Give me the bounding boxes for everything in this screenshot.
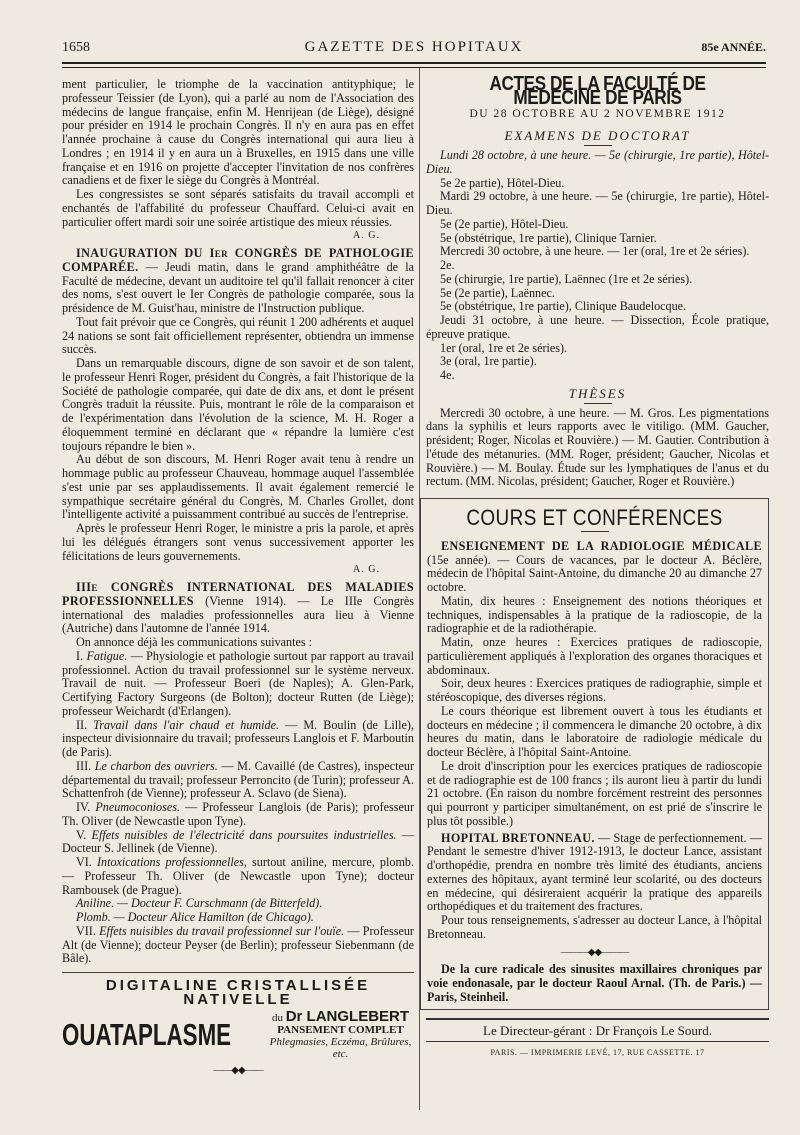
- list-item: III. Le charbon des ouvriers. — M. Cavaillé (de Castres), inspecteur départemental du travail; professeur Perroncito (de Turin); professeur A. Schattenfroh (de Vienne); professeur A. Sclavo (de Siena).: [62, 758, 414, 801]
- list-item: V. Effets nuisibles de l'électricité dans poursuites industrielles. — Docteur S. Jellinek (de Vienne).: [62, 827, 414, 856]
- exam-line: 5e (obstétrique, 1re partie), Clinique Tarnier.: [440, 230, 657, 245]
- left-column: [62, 78, 414, 1081]
- ad-brand: Dr LANGLEBERT: [285, 1007, 410, 1025]
- examens-heading: EXAMENS DE DOCTORAT: [504, 128, 691, 144]
- book-notice: De la cure radicale des sinusites maxillaires chroniques par voie endonasale, par le docteur Raoul Arnal. (Th. de Paris.) — Paris, Steinheil.: [427, 962, 762, 1004]
- exam-line: 5e (chirurgie, 1re partie), Laënnec (1re et 2e séries).: [440, 271, 693, 286]
- exam-line: 5e (2e partie), Laënnec.: [440, 285, 555, 300]
- paragraph: Pour tous renseignements, s'adresser au docteur Lance, à l'hôpital Bretonneau.: [427, 913, 762, 941]
- paragraph: Dans un remarquable discours, digne de son savoir et de son talent, le professeur Henri Roger, président du Congrès, a fait l'historique de la Société de pathologie comparée, qui date de dix ans, et dont le présent Congrès traduit la réussite. Puis, montrant le rôle de la comparaison et de l'expérimentation dans l'évolution de la science, M. H. Roger a éloquemment terminé en déclarant que « répandre la lumière c'est toujours répandre le bien ».: [62, 356, 414, 453]
- list-item: Plomb. — Docteur Alice Hamilton (de Chicago).: [76, 910, 314, 924]
- cours-box: [420, 498, 769, 1010]
- exam-line: 1er (oral, 1re et 2e séries).: [440, 340, 568, 355]
- ad-langlebert: du Dr LANGLEBERT PANSEMENT COMPLET Phlegmasies, Eczéma, Brûlures, etc.: [269, 1007, 412, 1060]
- paragraph: Le cours théorique est librement ouvert à tous les étudiants et docteurs en médecine ; il commencera le dimanche 20 octobre, à dix heures du matin, dans le laboratoire de radiologie médicale du docteur Béclère, à l'hôpital Saint-Antoine.: [427, 703, 762, 759]
- exam-line: Mercredi 30 octobre, à une heure. — 1er (oral, 1re et 2e séries).: [440, 244, 750, 259]
- exam-line: 5e (2e partie), Hôtel-Dieu.: [440, 216, 569, 231]
- year-label: 85e ANNÉE.: [701, 40, 766, 54]
- paragraph: Au début de son discours, M. Henri Roger avait tenu à rendre un hommage public au professeur Chauveau, hommage auquel l'assemblée s'est unie par ses applaudissements. Il avait également remercié le sympathique secrétaire général du Congrès, M. Charles Grollet, dont l'intelligente activité a puissamment contribué au succès de l'entreprise.: [62, 452, 414, 522]
- paragraph: — Jeudi matin, dans le grand amphithéâtre de la Faculté de médecine, devant un auditoire tel qu'il fallait renoncer à citer des noms, s'est ouvert le Ier Congrès de pathologie comparée, sous la présidence de M. Guist'hau, ministre de l'Instruction publique.: [62, 259, 414, 315]
- paragraph: Après le professeur Henri Roger, le ministre a pris la parole, et après lui les délégués étrangers sont venus successivement apporter les félicitations de leurs gouvernements.: [62, 521, 414, 563]
- signature: A. G.: [353, 564, 380, 576]
- article-bretonneau: HOPITAL BRETONNEAU. — Stage de perfectionnement. — Pendant le semestre d'hiver 1912-1913, le docteur Lance, assistant d'orthopédie, prendra en nombre très limité des étudiants, anciens externes des hôpitaux, ayant terminé leur scolarité, ou des docteurs en médecine, qui désireraient acquérir la pratique des appareils orthopédiques et du traitement des fractures.: [427, 830, 762, 914]
- paragraph: Tout fait prévoir que ce Congrès, qui réunit 1 200 adhérents et auquel 24 nations se sont fait officiellement représenter, obtiendra un immense succès.: [62, 314, 414, 357]
- paragraph: Matin, onze heures : Exercices pratiques de radioscopie, particulièrement appliqués à l'exploration des organes thoraciques et abdominaux.: [427, 635, 762, 677]
- ornament-divider: ———◆◆———: [560, 946, 629, 958]
- ad-digitaline: DIGITALINE CRISTALLISÉE NATIVELLE: [105, 977, 371, 1008]
- list-item: Aniline. — Docteur F. Curschmann (de Bitterfeld).: [76, 896, 323, 911]
- section-heading: HOPITAL BRETONNEAU.: [441, 830, 595, 845]
- actes-title: ACTES DE LA FACULTÉ DE MÉDECINE DE PARIS: [489, 73, 706, 109]
- article-maladies-professionnelles: [62, 581, 414, 636]
- exam-line: Mardi 29 octobre, à une heure. — 5e (chirurgie, 1re partie), Hôtel-Dieu.: [426, 189, 769, 217]
- printer-line: PARIS. — IMPRIMERIE LEVÉ, 17, RUE CASSETTE. 17: [490, 1048, 705, 1058]
- journal-title: GAZETTE DES HOPITAUX: [304, 39, 524, 55]
- list-item: IV. Pneumoconioses. — Professeur Langlois (de Paris); professeur Th. Oliver (de Newcastle upon Tyne).: [62, 800, 414, 828]
- header-rule: [62, 62, 766, 68]
- page-number: 1658: [62, 40, 90, 55]
- list-item: VII. Effets nuisibles du travail professionnel sur l'ouïe. — Professeur Alt (de Vienne); docteur Peyser (de Berlin); professeur Siebenmann (de Bâle).: [62, 923, 414, 966]
- section-heading: INAUGURATION DU Ier CONGRÈS DE PATHOLOGIE COMPARÉE.: [62, 246, 414, 274]
- paragraph: ment particulier, le triomphe de la vaccination antityphique; le professeur Teissier (de Lyon), qui a parlé au nom de l'Association des médecins de langue française, enfin M. Henrijean (de Liège), désigné pour présider en 1914 le prochain Congrès. Il n'y en aura pas en effet l'année prochaine à cause du Congrès international qui aura lieu à Londres ; en 1914 il y en aura un à Bruxelles, en 1915 dans une ville française et en 1916 on projette d'accepter l'invitation de nos confrères canadiens et de fixer le siège du Congrès à Montréal.: [62, 77, 414, 188]
- article-congres-pathologie: [62, 247, 414, 316]
- actes-dates: DU 28 OCTOBRE AU 2 NOVEMBRE 1912: [469, 107, 726, 120]
- director-line: Le Directeur-gérant : Dr François Le Sourd.: [426, 1018, 769, 1043]
- exam-line: 2e.: [440, 258, 455, 272]
- ad-ouataplasme-word: OUATAPLASME: [62, 1017, 232, 1053]
- signature: A. G.: [353, 230, 380, 242]
- exam-line: 4e.: [440, 368, 455, 382]
- page-header: [62, 36, 766, 56]
- list-item: VI. Intoxications professionnelles, surtout aniline, mercure, plomb. — Professeur Th. Oliver (de Newcastle upon Tyne); docteur Rambousek (de Prague).: [62, 855, 414, 897]
- exam-line: Jeudi 31 octobre, à une heure. — Dissection, École pratique, épreuve pratique.: [426, 313, 769, 341]
- article-radiologie: ENSEIGNEMENT DE LA RADIOLOGIE MÉDICALE (15e année). — Cours de vacances, par le docteur A. Béclère, médecin de l'hôpital Saint-Antoine, du dimanche 20 au dimanche 27 octobre.: [427, 538, 762, 594]
- exam-line: 5e 2e partie), Hôtel-Dieu.: [440, 175, 565, 190]
- ad-ouataplasme: [62, 1007, 414, 1060]
- section-heading: IIIe CONGRÈS INTERNATIONAL DES MALADIES PROFESSIONNELLES: [62, 580, 414, 608]
- exam-line: 5e (obstétrique, 1re partie), Clinique Baudelocque.: [440, 299, 687, 314]
- right-column: [426, 73, 769, 1060]
- paragraph: (Vienne 1914). — Le IIIe Congrès international des maladies professionnelles aura lieu à Vienne (Autriche) dans l'automne de l'année 1914.: [62, 593, 414, 636]
- exam-line: Lundi 28 octobre, à une heure. — 5e (chirurgie, 1re partie), Hôtel-Dieu.: [426, 148, 769, 176]
- cours-title: COURS ET CONFÉRENCES: [466, 505, 723, 530]
- paragraph: On annonce déjà les communications suivantes :: [76, 635, 313, 649]
- paragraph: Matin, dix heures : Enseignement des notions théoriques et techniques, indispensables à la pratique de la radioscopie, de la radiographie et de la radiothérapie.: [427, 593, 762, 636]
- paragraph: Soir, deux heures : Exercices pratiques de radiographie, simple et stéréoscopique, des diverses régions.: [427, 676, 762, 704]
- paragraph: Les congressistes se sont séparés satisfaits du travail accompli et enchantés de l'affabilité du professeur Chauffard. Celui-ci avait en particulier offert mardi soir une soirée artistique des mieux réussies.: [62, 187, 414, 229]
- theses-heading: THÈSES: [568, 385, 627, 401]
- list-item: II. Travail dans l'air chaud et humide. — M. Boulin (de Lille), inspecteur divisionnaire du travail; professeurs Langlois et F. Marboutin (de Paris).: [62, 717, 414, 759]
- ornament-divider: ——◆◆——: [213, 1064, 263, 1076]
- paragraph: Le droit d'inscription pour les exercices pratiques de radioscopie et de radiographie est de 100 francs ; ils auront lieu à partir du lundi 21 octobre. (En raison du nombre forcément restreint des personnes qui pourront y participer simultanément, on est prié de s'inscrire le plus tôt possible.): [427, 758, 762, 828]
- ad-rule: [62, 972, 414, 973]
- theses-text: Mercredi 30 octobre, à une heure. — M. Gros. Les pigmentations dans la syphilis et leurs rapports avec le vitiligo. (MM. Gaucher, président; Roger, Nicolas et Rouvière.) — M. Gautier. Contribution à l'étude des métanuries. (MM. Roger, président; Gaucher, Nicolas et Rouvière.) — M. Boulay. Étude sur les lymphatiques de l'anus et du rectum. (MM. Nicolas, président; Gaucher, Roger et Rouvière.): [426, 405, 769, 489]
- exam-line: 3e (oral, 1re partie).: [440, 354, 537, 369]
- list-item: I. Fatigue. — Physiologie et pathologie surtout par rapport au travail professionnel. Action du travail professionnel sur le système nerveux. Travail de nuit. — Professeur Boeri (de Naples); A. Glen-Park, Certifying Factory Surgeons (de Bolton); docteur Rutten (de Liège); professeur Weichardt (d'Erlangen).: [62, 648, 414, 718]
- section-heading: ENSEIGNEMENT DE LA RADIOLOGIE MÉDICALE: [441, 538, 762, 553]
